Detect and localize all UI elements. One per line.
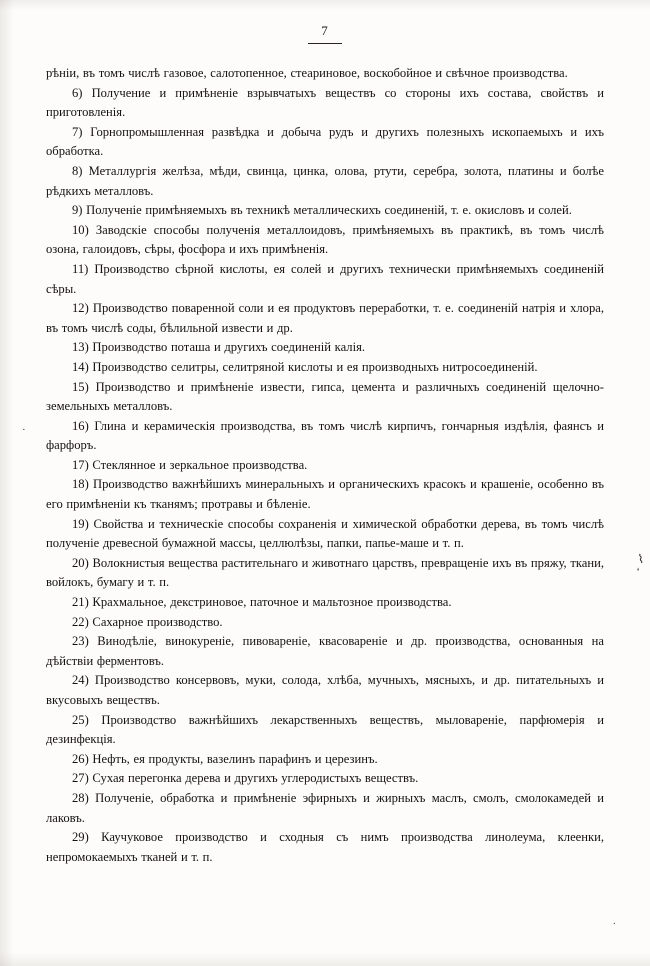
- list-item-18: 18) Производство важнѣйшихъ минеральныхъ и органическихъ красокъ и крашенiе, особенно въ его примѣненiи къ тканямъ; протравы и бѣленiе.: [46, 477, 604, 512]
- margin-mark-right-tick: ʻ: [636, 566, 640, 578]
- list-item-22: 22) Сахарное производство.: [72, 614, 223, 629]
- list-item-19: 19) Свойства и техническiе способы сохраненiя и химической обработки дерева, въ томъ числѣ полученiе древесной бумажной массы, целлюлѣзы, папки, папье-маше и т. п.: [46, 516, 604, 551]
- list-item-17: 17) Стеклянное и зеркальное производства.: [72, 457, 308, 472]
- page-number-header: [0, 22, 650, 44]
- list-item-14: 14) Производство селитры, селитряной кислоты и ея производныхъ нитросоединенiй.: [72, 359, 538, 374]
- page-number: 7: [321, 23, 329, 38]
- list-item-27: 27) Сухая перегонка дерева и другихъ углеродистыхъ веществъ.: [72, 771, 419, 786]
- page-edge-shadow-bottom: [0, 952, 650, 966]
- margin-mark-right-scribble: ⌇: [637, 551, 645, 567]
- list-item-28: 28) Полученiе, обработка и примѣненiе эфирныхъ и жирныхъ маслъ, смолъ, смолокамедей и лаковъ.: [46, 790, 604, 825]
- paragraph-continuation: рѣнiи, въ томъ числѣ газовое, салотопенное, стеариновое, воскобойное и свѣчное производства.: [46, 66, 568, 80]
- list-item-12: 12) Производство поваренной соли и ея продуктовъ переработки, т. е. соединенiй натрiя и хлора, въ томъ числѣ соды, бѣлильной извести и др.: [46, 301, 604, 335]
- page-edge-shadow-top: [0, 0, 650, 10]
- list-item-25: 25) Производство важнѣйшихъ лекарственныхъ веществъ, мыловаренiе, парфюмерiя и дезинфекцiя.: [46, 712, 604, 747]
- list-item-6: 6) Получение и примѣненiе взрывчатыхъ веществъ со стороны ихъ состава, свойствъ и приготовленiя.: [46, 85, 604, 120]
- list-item-11: 11) Производство сѣрной кислоты, ея солей и другихъ технически примѣняемыхъ соединенiй сѣры.: [46, 261, 604, 296]
- page-number-rule: [308, 43, 342, 44]
- list-item-8: 8) Металлургiя желѣза, мѣди, свинца, цинка, олова, ртути, серебра, золота, платины и болѣе рѣдкихъ металловъ.: [46, 163, 604, 198]
- page-edge-shadow-left: [0, 0, 14, 966]
- list-item-23: 23) Винодѣлiе, винокуренiе, пивоваренiе, квасоваренiе и др. производства, основанныя на дѣйствiи ферментовъ.: [46, 634, 604, 668]
- list-item-21: 21) Крахмальное, декстриновое, паточное и мальтозное производства.: [72, 595, 452, 610]
- document-body: [46, 64, 604, 867]
- margin-mark-left-dot: ·: [22, 424, 26, 436]
- list-item-26: 26) Нефть, ея продукты, вазелинъ парафинъ и церезинъ.: [72, 751, 378, 766]
- margin-mark-bottom-dot: ·: [612, 919, 616, 930]
- list-item-9: 9) Полученiе примѣняемыхъ въ техникѣ металлическихъ соединенiй, т. е. окисловъ и солей.: [72, 203, 572, 218]
- list-item-20: 20) Волокнистыя вещества растительнаго и животнаго царствъ, превращенiе ихъ въ пряжу, ткани, войлокъ, бумагу и т. п.: [46, 555, 604, 590]
- list-item-10: 10) Заводскiе способы полученiя металлоидовъ, примѣняемыхъ въ практикѣ, въ томъ числѣ озона, галоидовъ, сѣры, фосфора и ихъ примѣненiя.: [46, 222, 604, 257]
- list-item-24: 24) Производство консервовъ, муки, солода, хлѣба, мучныхъ, мясныхъ, и др. питательныхъ и вкусовыхъ веществъ.: [46, 673, 604, 707]
- list-item-7: 7) Горнопромышленная развѣдка и добыча рудъ и другихъ полезныхъ ископаемыхъ и ихъ обработка.: [46, 124, 604, 159]
- list-item-15: 15) Производство и примѣненiе извести, гипса, цемента и различныхъ соединенiй щелочно-земельныхъ металловъ.: [46, 379, 604, 414]
- list-item-13: 13) Производство поташа и другихъ соединенiй калiя.: [72, 340, 366, 355]
- list-item-16: 16) Глина и керамическiя производства, въ томъ числѣ кирпичъ, гончарныя издѣлiя, фаянсъ и фарфоръ.: [46, 418, 604, 453]
- list-item-29: 29) Каучуковое производство и сходныя съ нимъ производства линолеума, клеенки, непромокаемыхъ тканей и т. п.: [46, 830, 604, 864]
